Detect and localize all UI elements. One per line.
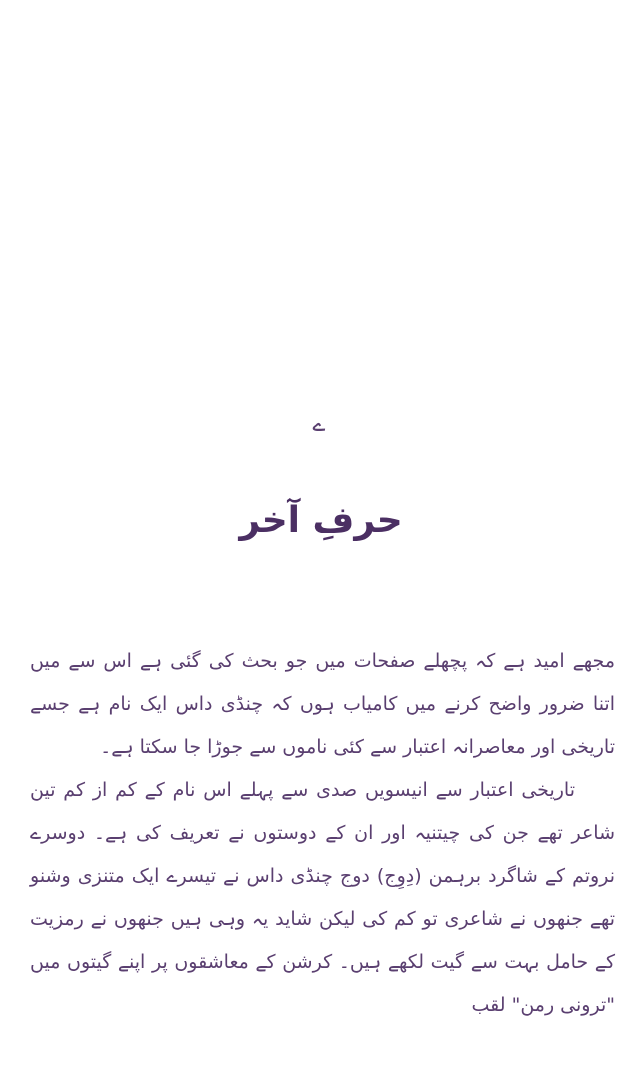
ornament-mark: ے <box>312 412 326 437</box>
chapter-title: حرفِ آخر <box>239 500 403 541</box>
paragraph-1: مجھے امید ہے کہ پچھلے صفحات میں جو بحث کی گئی ہے اس سے میں اتنا ضرور واضح کرنے میں کامیاب ہوں کہ چنڈی داس ایک نام ہے جسے تاریخی اور معاصرانہ اعتبار سے کئی ناموں سے جوڑا جا سکتا ہے۔ <box>30 650 615 758</box>
body-text <box>30 640 615 1027</box>
paragraph-2: تاریخی اعتبار سے انیسویں صدی سے پہلے اس نام کے کم از کم تین شاعر تھے جن کی چیتنیہ اور ان کے دوستوں نے تعریف کی ہے۔ دوسرے نروتم کے شاگرد برہمن (دِوِج) دوج چنڈی داس نے تیسرے ایک متنزی وشنو تھے جنھوں نے شاعری تو کم کی لیکن شاید یہ وہی ہیں جنھوں نے رمزیت کے حامل بہت سے گیت لکھے ہیں۔ کرشن کے معاشقوں پر اپنے گیتوں میں "ترونی رمن" لقب <box>30 779 615 1016</box>
